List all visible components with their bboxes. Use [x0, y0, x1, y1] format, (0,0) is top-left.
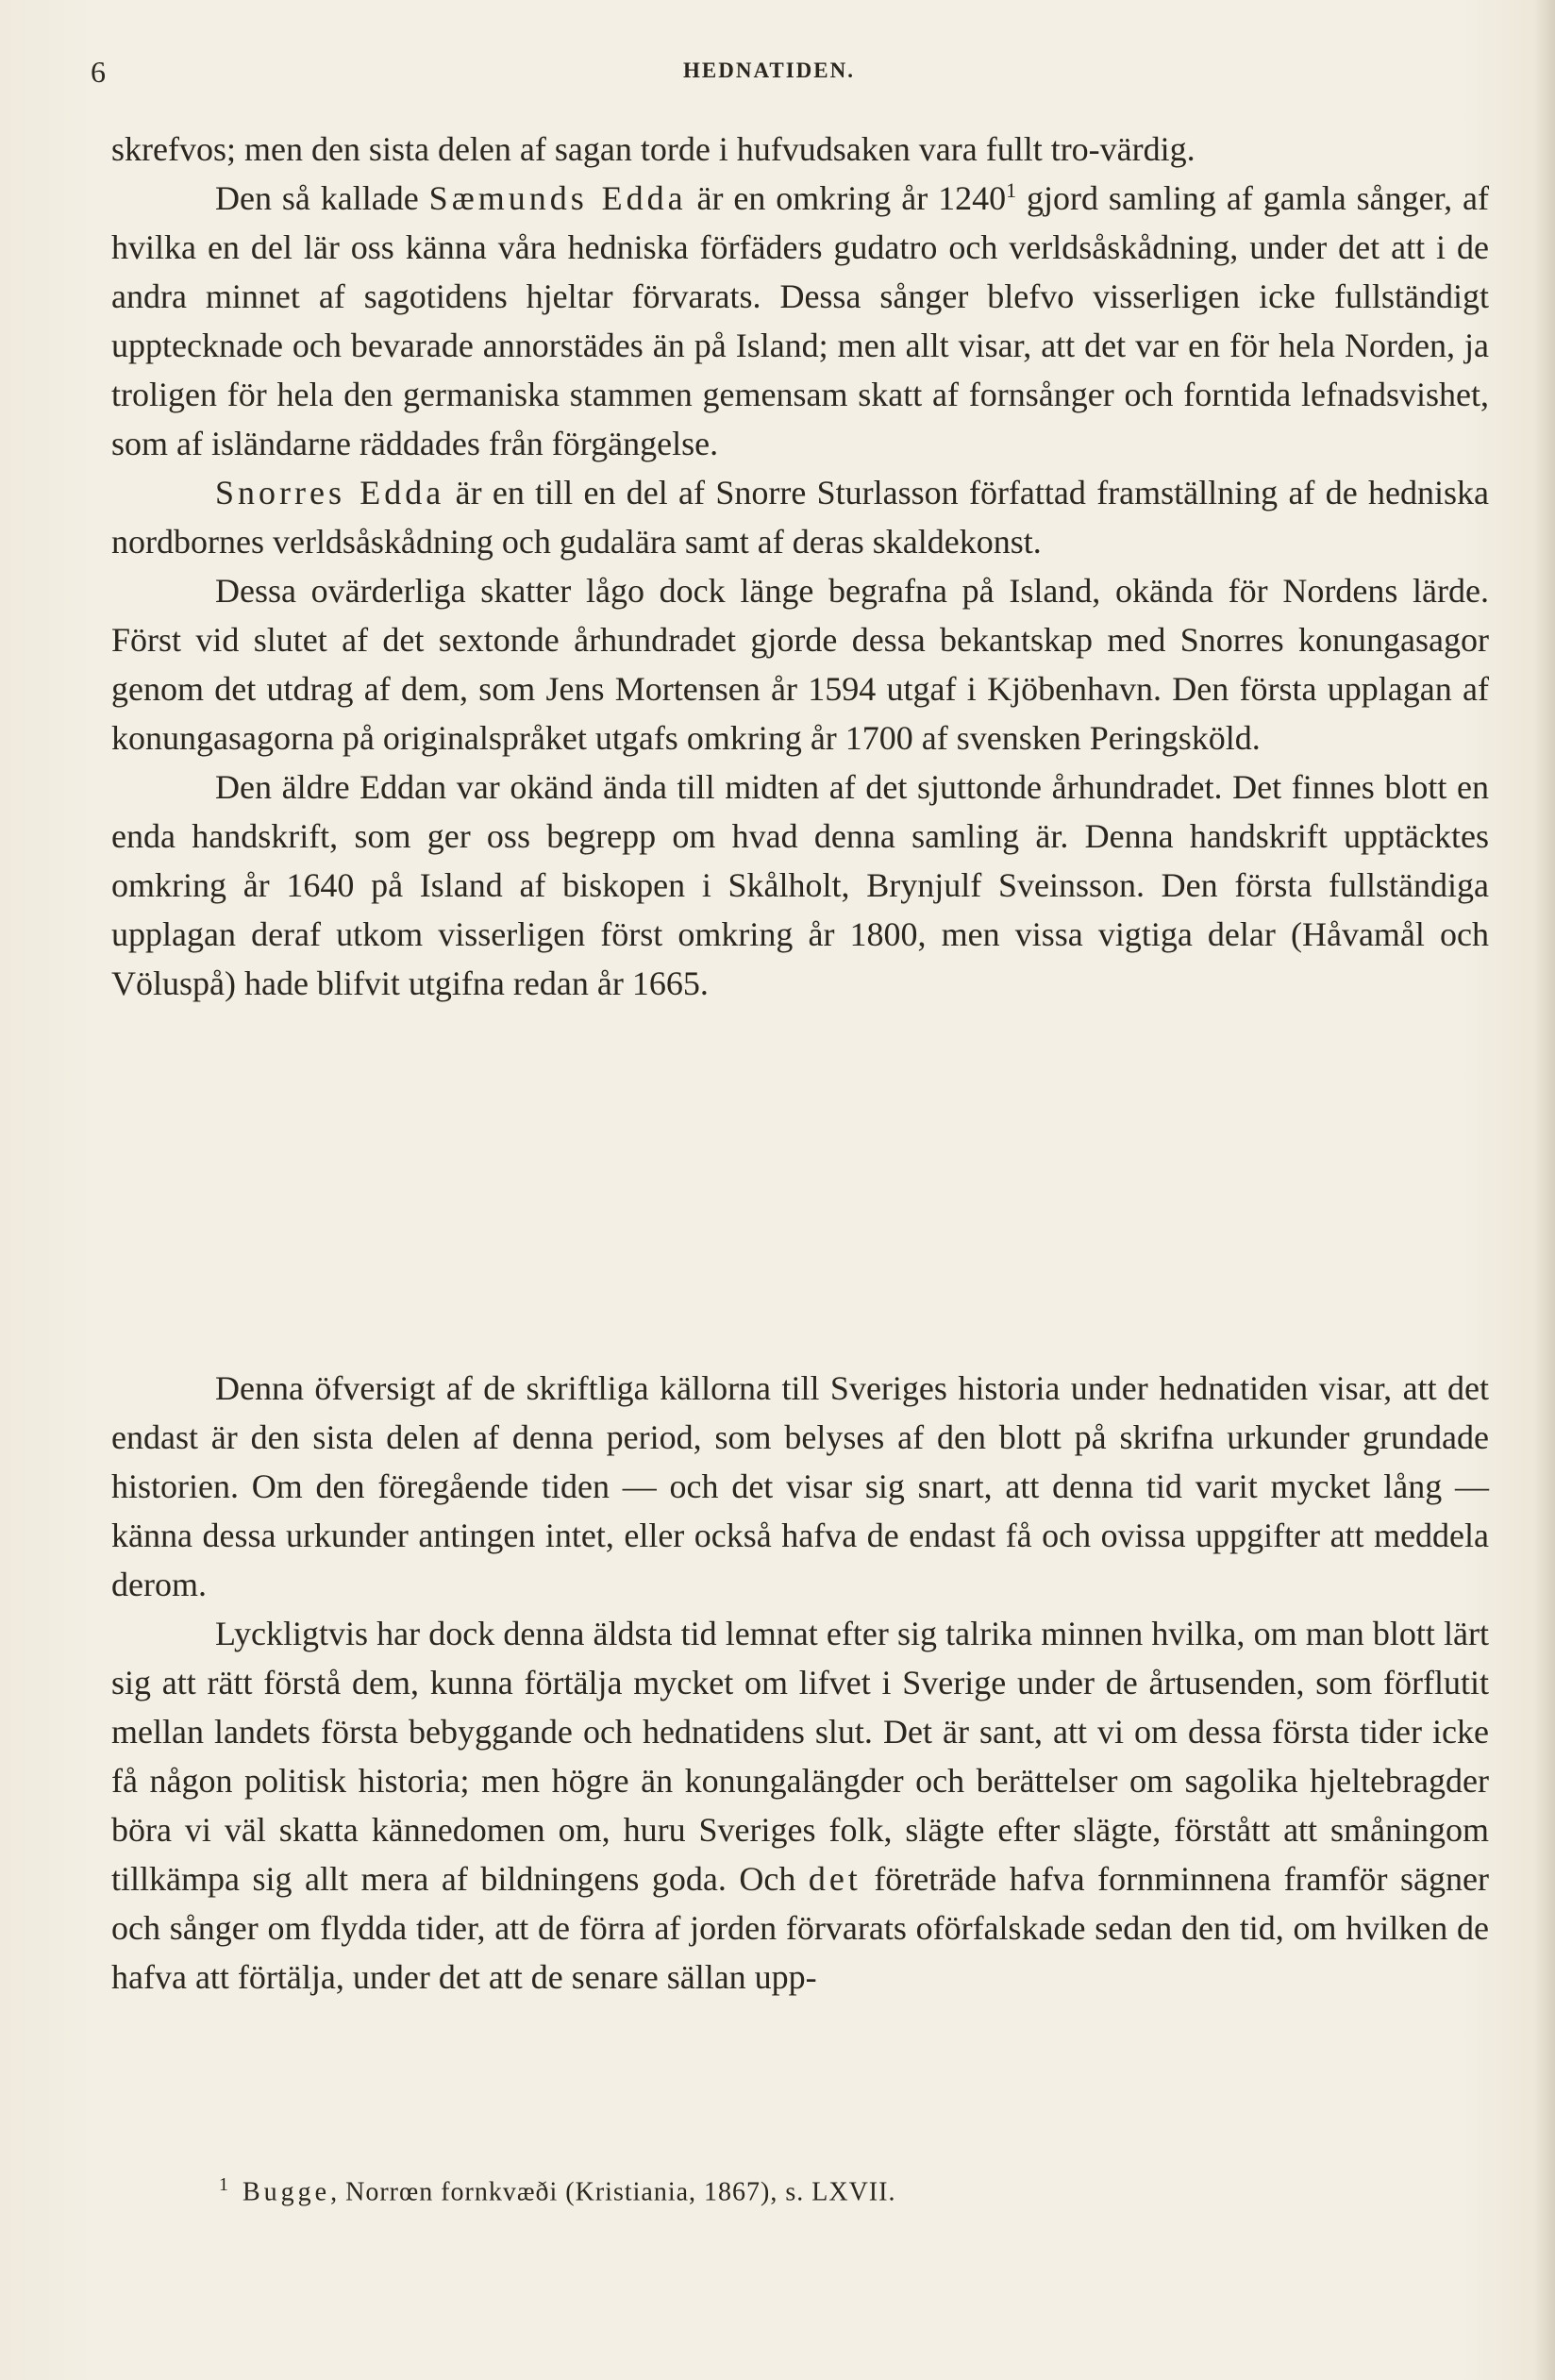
footnote-text: , Norrœn fornkvæði (Kristiania, 1867), s. LXVII. — [330, 2177, 896, 2207]
paragraph — [111, 468, 1489, 566]
running-head: HEDNATIDEN. — [683, 59, 855, 82]
paragraph — [111, 1609, 1489, 2002]
text-run: Lyckligtvis har dock denna äldsta tid lemnat efter sig talrika minnen hvilka, om man blott lärt sig att rätt förstå dem, kunna förtälja mycket om lifvet i Sverige under de årtusenden, som förflutit mellan landets första bebyggande och hednatidens slut. Det är sant, att vi om dessa första tider icke få någon politisk historia; men högre än konungalängder och berättelser om sagolika hjeltebragder böra vi väl skatta kännedomen om, huru Sveriges folk, slägte efter slägte, förstått att småningom tillkämpa sig allt mera af bildningens goda. Och — [111, 1615, 1489, 1898]
text-run: är en till en del af Snorre Sturlasson författad framställning af de hedniska nordbornes verldsåskådning och gudalära samt af deras skaldekonst. — [111, 474, 1489, 561]
text-run: Den äldre Eddan var okänd ända till midten af det sjuttonde århundradet. Det finnes blott en enda handskrift, som ger oss begrepp om hvad denna samling är. Denna handskrift upptäcktes omkring år 1640 på Island af biskopen i Skålholt, Brynjulf Sveinsson. Den första fullständiga upplagan deraf utkom visserligen först omkring år 1800, men vissa vigtiga delar (Håvamål och Völuspå) hade blifvit utgifna redan år 1665. — [111, 768, 1489, 1002]
spaced-emphasis: Snorres Edda — [215, 474, 445, 511]
footnote-reference: 1 — [1006, 178, 1017, 202]
page-edge-shadow — [1534, 0, 1555, 2380]
text-run: är en omkring år 1240 — [686, 179, 1007, 217]
text-run: Denna öfversigt af de skriftliga källorna till Sveriges historia under hednatiden visar, att det endast är den sista delen af denna period, som belyses af den blott på skrifna urkunder grundade historien. Om den föregående tiden — och det visar sig snart, att denna tid varit mycket lång — känna dessa urkunder antingen intet, eller också hafva de endast få och ovissa uppgifter att meddela derom. — [111, 1369, 1489, 1603]
section-one-text — [111, 125, 1489, 1008]
footnote-marker: 1 — [219, 2174, 229, 2195]
text-run: Den så kallade — [215, 179, 429, 217]
section-two-text — [111, 1364, 1489, 2002]
footnote-author: Bugge — [242, 2177, 331, 2207]
page-header — [91, 55, 1496, 92]
text-run: skrefvos; men den sista delen af sagan torde i hufvudsaken vara fullt tro-värdig. — [111, 130, 1196, 168]
spaced-emphasis: det — [808, 1860, 861, 1898]
paragraph — [111, 763, 1489, 1008]
spaced-emphasis: Sæmunds Edda — [428, 179, 687, 217]
text-run: företräde hafva fornminnena framför sägner och sånger om flydda tider, att de förra af jorden förvarats oförfalskade sedan den tid, om hvilken de hafva att förtälja, under det att de senare sällan upp- — [111, 1860, 1489, 1996]
paragraph — [111, 174, 1489, 468]
paragraph — [111, 125, 1489, 174]
page-number: 6 — [91, 55, 106, 89]
text-run: gjord samling af gamla sånger, af hvilka en del lär oss känna våra hedniska förfäders gudatro och verldsåskådning, under det att i de andra minnet af sagotidens hjeltar förvarats. Dessa sånger blefvo visserligen icke fullständigt upptecknade och bevarade annorstädes än på Island; men allt visar, att det var en för hela Norden, ja troligen för hela den germaniska stammen gemensam skatt af fornsånger och forntida lefnadsvishet, som af isländarne räddades från förgängelse. — [111, 179, 1490, 462]
footnote — [219, 2174, 895, 2207]
paragraph — [111, 1364, 1489, 1609]
text-run: Dessa ovärderliga skatter lågo dock länge begrafna på Island, okända för Nordens lärde. Först vid slutet af det sextonde århundradet gjorde dessa bekantskap med Snorres konungasagor genom det utdrag af dem, som Jens Mortensen år 1594 utgaf i Kjöbenhavn. Den första upplagan af konungasagorna på originalspråket utgafs omkring år 1700 af svensken Peringsköld. — [111, 572, 1489, 757]
paragraph — [111, 566, 1489, 763]
